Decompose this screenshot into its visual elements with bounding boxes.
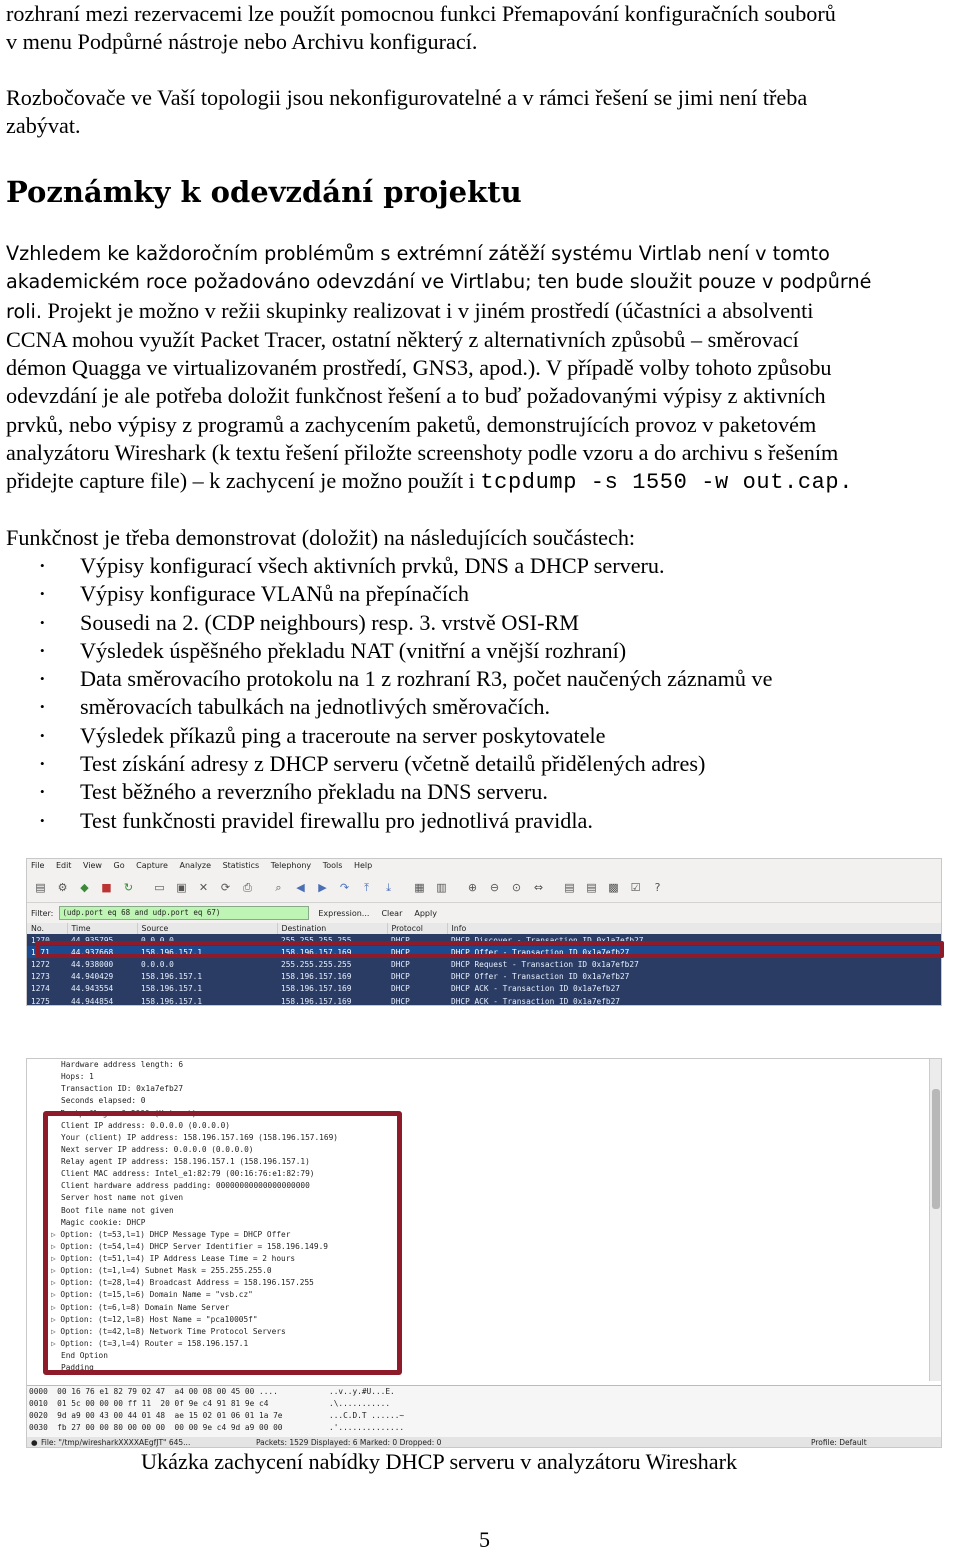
cell-destination: 158.196.157.169 [277,946,387,958]
last-icon[interactable]: ⤓ [386,880,391,894]
section-heading: Poznámky k odevzdání projektu [6,175,522,209]
hubs-paragraph [6,84,956,141]
text-fragment: přidejte capture file) – k zachycení je možno použít i [6,468,475,494]
status-profile[interactable]: Profile: Default [811,1438,867,1447]
filter-input[interactable]: (udp.port eq 68 and udp.port eq 67) [59,906,309,920]
list-item: • Výsledek úspěšného překladu NAT (vnitřní a vnější rozhraní) [0,637,950,665]
tree-line[interactable]: ▷ Option: (t=42,l=8) Network Time Protocol Servers [51,1326,929,1338]
list-item [0,665,950,693]
text-line: démon Quagga ve virtualizovaném prostředí, GNS3, apod.). V případě volby tohoto způsobu [6,355,832,381]
text-line: Rozbočovače ve Vaší topologii jsou nekonfigurovatelné a v rámci řešení se jimi není třeba [6,85,808,110]
clear-button[interactable]: Clear [381,908,403,918]
text-fragment: roli. [6,299,42,323]
cell-no: 1270 [27,934,67,946]
list-item: • Test funkčnosti pravidel firewallu pro jednotlivá pravidla. [0,807,950,835]
text-line: v menu Podpůrné nástroje nebo Archivu konfigurací. [6,29,478,55]
cell-protocol: DHCP [387,934,447,946]
packet-list-table [27,923,942,1006]
table-header-row [27,923,942,934]
tree-line[interactable]: ▷ Option: (t=6,l=8) Domain Name Server [51,1302,929,1314]
cell-source: 158.196.157.1 [137,995,277,1006]
cell-info: DHCP ACK - Transaction ID 0x1a7efb27 [447,983,942,995]
back-icon[interactable]: ◀ [296,881,305,894]
hex-ascii: ...C.D.T ......~ [329,1411,405,1420]
separator [141,878,147,897]
tree-line[interactable]: Boot file name not given [61,1205,174,1215]
cell-destination: 255.255.255.255 [277,958,387,970]
tree-line[interactable]: ▷ Option: (t=12,l=8) Host Name = "pca10005f" [51,1314,929,1326]
cell-source: 158.196.157.1 [137,983,277,995]
hex-bytes: 0000 00 16 76 e1 82 79 02 47 a4 00 08 00 45 00 .... [29,1387,278,1396]
list-item-text: Data směrovacího protokolu na 1 z rozhraní R3, počet naučených záznamů ve [80,666,773,692]
forward-icon[interactable]: ▶ [318,881,327,894]
cell-source: 0.0.0.0 [137,958,277,970]
list-item-continuation: • směrovacích tabulkách na jednotlivých směrovačích. [0,693,950,721]
filter-label: Filter: [31,908,54,918]
table-row[interactable] [27,971,942,983]
tree-line[interactable]: Magic cookie: DHCP [61,1217,146,1227]
cell-no: 1272 [27,958,67,970]
highlight-frame-offer [36,941,944,958]
hex-bytes: 0020 9d a9 00 43 00 44 01 48 ae 15 02 01 06 01 1a 7e [29,1411,283,1420]
stop-icon[interactable]: ■ [101,881,112,894]
cell-destination: 158.196.157.169 [277,971,387,983]
filter-bar [27,903,941,923]
separator [454,878,460,897]
tree-line[interactable]: Transaction ID: 0x1a7efb27 [61,1084,184,1094]
detail-scrollbar[interactable] [929,1059,942,1381]
colorize-icon[interactable]: ▦ [414,881,425,894]
tree-line[interactable]: Client MAC address: Intel_e1:82:79 (00:16:76:e1:82:79) [61,1169,315,1179]
tree-line[interactable]: Server host name not given [61,1193,184,1203]
help-icon[interactable]: ? [654,881,661,894]
main-toolbar [27,873,941,903]
hex-ascii: .\........... [329,1399,391,1408]
cell-protocol: DHCP [387,946,447,958]
cell-time: 44.938000 [67,958,137,970]
list-item: • Test získání adresy z DHCP serveru (včetně detailů přidělených adres) [0,750,950,778]
column-header-destination[interactable]: Destination [277,923,387,934]
cell-no: 1271 [27,946,67,958]
tcpdump-command: tcpdump -s 1550 -w out.cap. [480,470,854,496]
cell-info: DHCP Offer - Transaction ID 0x1a7efb27 [447,946,942,958]
find-icon[interactable]: ⌕ [275,880,282,894]
tree-line[interactable]: Hardware address length: 6 [61,1060,184,1069]
tree-line[interactable]: ▷ Option: (t=28,l=4) Broadcast Address = 158.196.157.255 [51,1277,929,1289]
cell-destination: 255.255.255.255 [277,934,387,946]
page-number: 5 [479,1527,490,1550]
interfaces-icon[interactable]: ▤ [35,881,46,894]
zoom-normal-icon[interactable]: ⊙ [511,881,522,894]
cell-protocol: DHCP [387,995,447,1006]
status-packets: Packets: 1529 Displayed: 6 Marked: 0 Dropped: 0 [256,1438,442,1447]
cell-protocol: DHCP [387,971,447,983]
reload-icon[interactable]: ⟳ [220,881,231,894]
save-icon[interactable]: ▣ [176,881,187,894]
cell-time: 44.937668 [67,946,137,958]
tree-line[interactable]: ▷ Option: (t=3,l=4) Router = 158.196.157.1 [51,1338,929,1350]
status-icon: ● [31,1438,38,1447]
open-icon[interactable]: ▭ [154,881,165,894]
wireshark-packet-list-screenshot [26,858,942,1006]
hex-line [29,1422,941,1434]
restart-icon[interactable]: ↻ [123,881,134,894]
column-header-time[interactable]: Time [67,923,137,934]
text-line: Vzhledem ke každoročním problémům s extrémní zátěží systému Virtlab není v tomto [6,242,830,265]
capture-filters-icon[interactable]: ▤ [564,881,575,894]
tree-line[interactable]: Padding [61,1363,94,1373]
menu-telephony[interactable]: Telephony [270,861,312,870]
cell-info: DHCP Discover - Transaction ID 0x1a7efb27 [447,934,942,946]
hex-dump-pane [27,1385,941,1437]
preferences-icon[interactable]: ☑ [630,881,641,894]
list-item: • Test běžného a reverzního překladu na DNS serveru. [0,778,950,806]
separator [401,878,407,897]
cell-time: 44.943554 [67,983,137,995]
column-header-protocol[interactable]: Protocol [387,923,447,934]
column-header-no[interactable]: No. [27,923,67,934]
cell-no: 1274 [27,983,67,995]
cell-time: 44.940429 [67,971,137,983]
cell-info: DHCP Offer - Transaction ID 0x1a7efb27 [447,971,942,983]
menu-go[interactable]: Go [113,861,125,870]
cell-no: 1275 [27,995,67,1006]
list-item: • Výsledek příkazů ping a traceroute na server poskytovatele [0,722,950,750]
cell-source: 158.196.157.1 [137,971,277,983]
tree-line[interactable]: ▷ Option: (t=53,l=1) DHCP Message Type = DHCP Offer [51,1229,929,1241]
text-line: rozhraní mezi rezervacemi lze použít pomocnou funkci Přemapování konfiguračních souborů [6,1,836,26]
hex-bytes: 0030 fb 27 00 00 80 00 00 00 00 00 9e c4 9d a9 00 00 [29,1423,283,1432]
tree-line[interactable]: Client IP address: 0.0.0.0 (0.0.0.0) [61,1120,230,1130]
list-item: • Výpisy konfigurace VLANů na přepínačích [0,580,950,608]
display-filters-icon[interactable]: ▤ [586,881,597,894]
separator [260,878,266,897]
tree-line[interactable]: ▷ Option: (t=54,l=4) DHCP Server Identifier = 158.196.149.9 [51,1241,929,1253]
menu-view[interactable]: View [82,861,102,870]
tree-line[interactable]: Seconds elapsed: 0 [61,1096,146,1106]
tree-line[interactable]: Your (client) IP address: 158.196.157.169 (158.196.157.169) [61,1132,338,1142]
tree-line[interactable]: ▷ Option: (t=15,l=6) Domain Name = "vsb.cz" [51,1289,929,1301]
status-file: File: "/tmp/wiresharkXXXXAEgfJT" 645... [41,1438,191,1447]
text-fragment: Projekt je možno v režii skupinky realizovat i v jiném prostředí (účastníci a absolventi [47,297,814,323]
cell-protocol: DHCP [387,983,447,995]
hex-bytes: 0010 01 5c 00 00 00 ff 11 20 0f 9e c4 91 81 9e c4 [29,1399,269,1408]
table-row[interactable] [27,958,942,970]
expression-button[interactable]: Expression... [318,908,370,918]
text-line: analyzátoru Wireshark (k textu řešení přiložte screenshoty podle vzoru a do archivu s řešením [6,440,839,466]
tree-line[interactable]: Hops: 1 [61,1072,94,1082]
text-line: odevzdání je ale potřeba doložit funkčnost řešení a to buď požadovanými výpisy z aktivních [6,383,826,409]
cell-info: DHCP Request - Transaction ID 0x1a7efb27 [447,958,942,970]
column-header-info[interactable]: Info [447,923,942,934]
text-line: akademickém roce požadováno odevzdání ve Virtlabu; ten bude sloužit pouze v podpůrné [6,270,872,294]
cell-time: 44.944854 [67,995,137,1006]
text-line [6,297,956,326]
tree-line[interactable]: Client hardware address padding: 00000000000000000000 [61,1181,310,1191]
highlight-frame-bootp [43,1111,402,1375]
apply-button[interactable]: Apply [414,908,437,918]
text-line [6,467,956,497]
menu-file[interactable]: File [31,861,45,870]
menu-edit[interactable]: Edit [55,861,72,870]
cell-destination: 158.196.157.169 [277,983,387,995]
start-icon[interactable]: ◆ [80,881,89,894]
menu-bar [27,859,941,873]
tree-line[interactable]: ▷ Option: (t=51,l=4) IP Address Lease Time = 2 hours [51,1253,929,1265]
scrollbar-thumb[interactable] [932,1089,940,1209]
menu-capture[interactable]: Capture [136,861,168,870]
tree-line[interactable]: ▷ Bootp flags: 0x8000 (Unicast) [51,1108,929,1120]
cell-time: 44.935795 [67,934,137,946]
hex-ascii: .'.............. [329,1423,405,1432]
zoom-out-icon[interactable]: ⊖ [489,881,500,894]
table-row[interactable] [27,983,942,995]
cell-info: DHCP ACK - Transaction ID 0x1a7efb27 [447,995,942,1006]
cell-source: 0.0.0.0 [137,934,277,946]
goto-icon[interactable]: ↷ [339,881,350,894]
cell-protocol: DHCP [387,958,447,970]
text-line: prvků, nebo výpisy z programů a zachycením paketů, demonstrujících provoz v paketovém [6,411,817,437]
cell-no: 1273 [27,971,67,983]
intro-paragraph [6,0,956,57]
separator [551,878,557,897]
text-line: CCNA mohou využít Packet Tracer, ostatní některý z alternativních způsobů – směrovací [6,326,799,352]
functionality-intro: Funkčnost je třeba demonstrovat (doložit) na následujících součástech: [6,525,636,550]
text-line: zabývat. [6,113,81,139]
autoscroll-icon[interactable]: ▥ [436,881,447,894]
hex-ascii: ..v..y.#U...E. [329,1387,395,1396]
close-icon[interactable]: ✕ [198,881,209,894]
submission-paragraph [6,240,956,498]
wireshark-packet-detail-screenshot [26,1058,942,1448]
menu-analyze[interactable]: Analyze [179,861,212,870]
zoom-in-icon[interactable]: ⊕ [467,881,478,894]
menu-tools[interactable]: Tools [322,861,343,870]
first-icon[interactable]: ⤒ [364,880,369,894]
print-icon[interactable]: ⎙ [243,880,252,894]
coloring-rules-icon[interactable]: ▩ [608,881,619,894]
table-row[interactable] [27,995,942,1006]
menu-help[interactable]: Help [353,861,373,870]
tree-line[interactable]: Next server IP address: 0.0.0.0 (0.0.0.0) [61,1144,254,1154]
cell-destination: 158.196.157.169 [277,995,387,1006]
options-icon[interactable]: ⚙ [57,881,68,894]
tree-line[interactable]: ▷ Option: (t=1,l=4) Subnet Mask = 255.255.255.0 [51,1265,929,1277]
resize-columns-icon[interactable]: ⇔ [533,881,544,894]
hex-line [29,1398,941,1410]
column-header-source[interactable]: Source [137,923,277,934]
tree-line[interactable]: End Option [61,1351,108,1360]
hex-line [29,1386,941,1398]
menu-statistics[interactable]: Statistics [222,861,260,870]
requirements-list [0,552,950,835]
cell-source: 158.196.157.1 [137,946,277,958]
figure-caption: Ukázka zachycení nabídky DHCP serveru v analyzátoru Wireshark [141,1449,738,1474]
tree-line[interactable]: Relay agent IP address: 158.196.157.1 (158.196.157.1) [61,1157,310,1166]
list-item: • Výpisy konfigurací všech aktivních prvků, DNS a DHCP serveru. [0,552,950,580]
list-item: • Sousedi na 2. (CDP neighbours) resp. 3. vrstvě OSI-RM [0,609,950,637]
hex-line [29,1410,941,1422]
